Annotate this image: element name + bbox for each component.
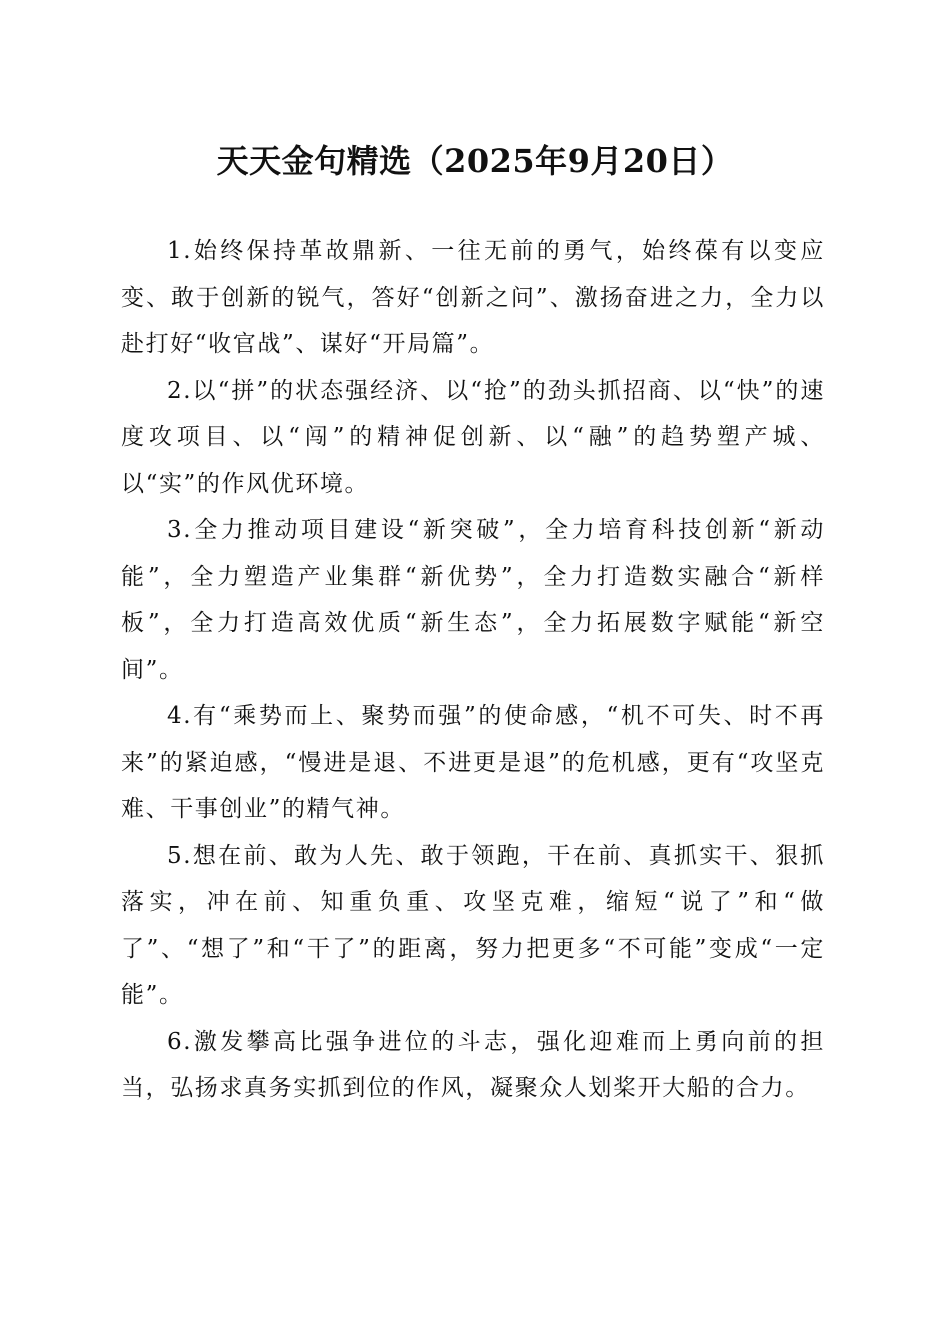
paragraph-3: 3.全力推动项目建设“新突破”，全力培育科技创新“新动能”，全力塑造产业集群“新优势”，全力打造数实融合“新样板”，全力打造高效优质“新生态”，全力拓展数字赋能“新空间”。 bbox=[121, 517, 825, 683]
document-title: 天天金句精选（2025年9月20日） bbox=[216, 142, 734, 180]
paragraph-2: 2.以“拼”的状态强经济、以“抢”的劲头抓招商、以“快”的速度攻项目、以“闯”的精神促创新、以“融”的趋势塑产城、以“实”的作风优环境。 bbox=[121, 377, 825, 497]
paragraph-5: 5.想在前、敢为人先、敢于领跑，干在前、真抓实干、狠抓落实，冲在前、知重负重、攻坚克难，缩短“说了”和“做了”、“想了”和“干了”的距离，努力把更多“不可能”变成“一定能”。 bbox=[121, 842, 825, 1008]
paragraph-6: 6.激发攀高比强争进位的斗志，强化迎难而上勇向前的担当，弘扬求真务实抓到位的作风，凝聚众人划桨开大船的合力。 bbox=[121, 1028, 825, 1101]
paragraph-4: 4.有“乘势而上、聚势而强”的使命感，“机不可失、时不再来”的紧迫感，“慢进是退、不进更是退”的危机感，更有“攻坚克难、干事创业”的精气神。 bbox=[121, 703, 825, 822]
document-body bbox=[121, 228, 825, 1112]
paragraph-1: 1.始终保持革故鼎新、一往无前的勇气，始终葆有以变应变、敢于创新的锐气，答好“创新之问”、激扬奋进之力，全力以赴打好“收官战”、谋好“开局篇”。 bbox=[121, 238, 825, 357]
